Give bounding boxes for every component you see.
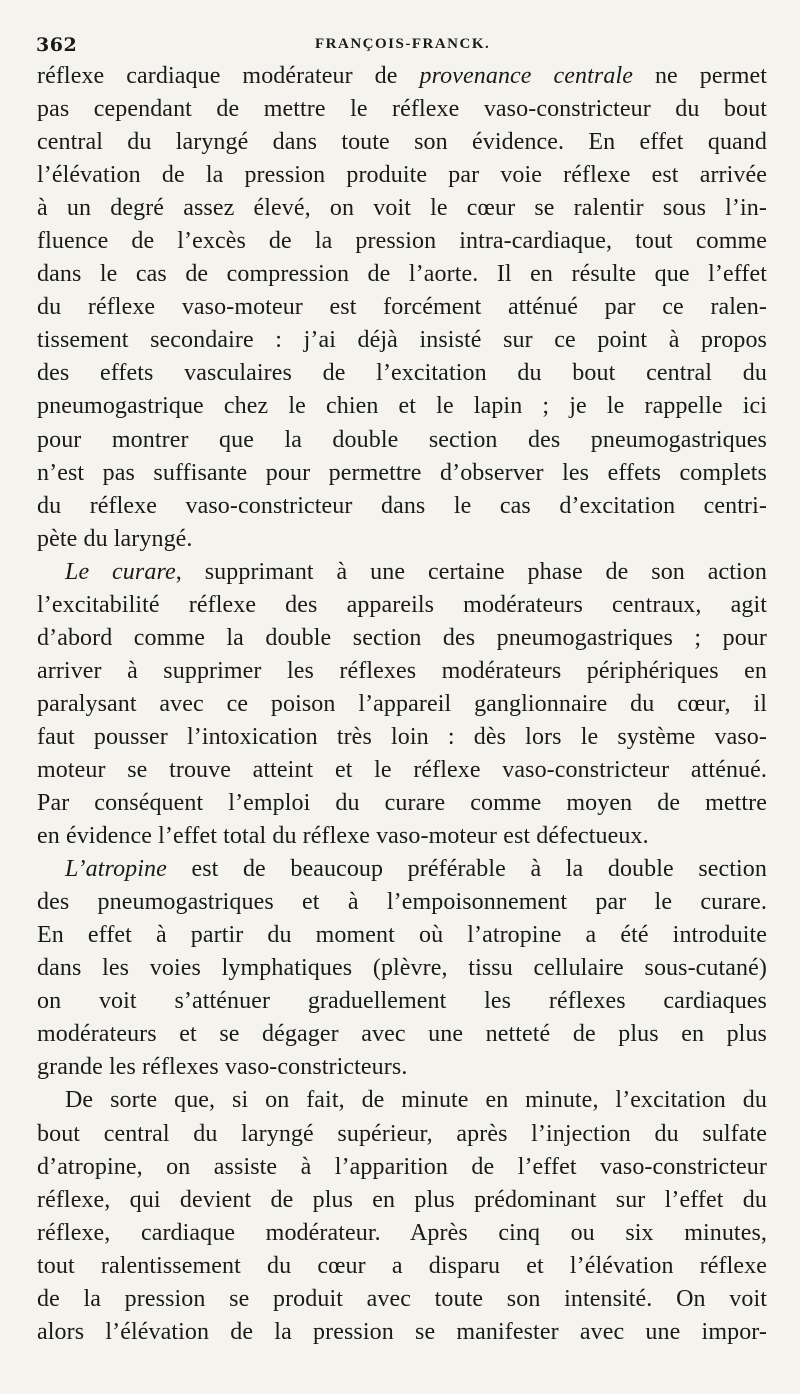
text-line: de la pression se produit avec toute son intensité. On voit bbox=[37, 1285, 767, 1312]
text-line: fluence de l’excès de la pression intra-cardiaque, tout comme bbox=[37, 228, 767, 255]
text-line: réflexe, cardiaque modérateur. Après cinq ou six minutes, bbox=[37, 1219, 767, 1246]
text-line: on voit s’atténuer graduellement les réflexes cardiaques bbox=[37, 988, 767, 1015]
text-line: Par conséquent l’emploi du curare comme moyen de mettre bbox=[37, 790, 767, 817]
text-line: l’excitabilité réflexe des appareils modérateurs centraux, agit bbox=[37, 591, 767, 618]
text-line: à un degré assez élevé, on voit le cœur se ralentir sous l’in- bbox=[37, 195, 767, 222]
paragraph bbox=[37, 60, 767, 556]
text-line: alors l’élévation de la pression se manifester avec une impor- bbox=[37, 1318, 767, 1345]
text-line: n’est pas suffisante pour permettre d’observer les effets complets bbox=[37, 459, 767, 486]
text-line: central du laryngé dans toute son évidence. En effet quand bbox=[37, 129, 767, 156]
text-line: pneumogastrique chez le chien et le lapin ; je le rappelle ici bbox=[37, 393, 767, 420]
text-line: réflexe, qui devient de plus en plus prédominant sur l’effet du bbox=[37, 1186, 767, 1213]
text-line: modérateurs et se dégager avec une netteté de plus en plus bbox=[37, 1021, 767, 1048]
text-line: bout central du laryngé supérieur, après l’injection du sulfate bbox=[37, 1120, 767, 1147]
body-text bbox=[37, 60, 767, 1349]
text-line: tissement secondaire : j’ai déjà insisté sur ce point à propos bbox=[37, 327, 767, 354]
text-line: des effets vasculaires de l’excitation du bout central du bbox=[37, 360, 767, 387]
page-number: 362 bbox=[36, 34, 78, 56]
page-header bbox=[36, 34, 770, 58]
italic-term: provenance centrale bbox=[419, 63, 633, 89]
text-line: tout ralentissement du cœur a disparu et l’élévation réflexe bbox=[37, 1252, 767, 1279]
text-line: en évidence l’effet total du réflexe vaso-moteur est défectueux. bbox=[37, 823, 649, 850]
text-line: Le curare, supprimant à une certaine phase de son action bbox=[65, 558, 767, 585]
text-line: réflexe cardiaque modérateur de provenance centrale ne permet bbox=[37, 63, 767, 89]
paragraph bbox=[37, 853, 767, 1084]
text-line: paralysant avec ce poison l’appareil ganglionnaire du cœur, il bbox=[37, 690, 767, 717]
text-line: L’atropine est de beaucoup préférable à la double section bbox=[65, 856, 767, 883]
text-line: dans les voies lymphatiques (plèvre, tissu cellulaire sous-cutané) bbox=[37, 955, 767, 982]
italic-term: L’atropine bbox=[65, 856, 167, 883]
text-line: d’abord comme la double section des pneumogastriques ; pour bbox=[37, 624, 767, 651]
text-line: En effet à partir du moment où l’atropine a été introduite bbox=[37, 922, 767, 949]
text-line: grande les réflexes vaso-constricteurs. bbox=[37, 1054, 408, 1081]
text-line: arriver à supprimer les réflexes modérateurs périphériques en bbox=[37, 657, 767, 684]
text-line: des pneumogastriques et à l’empoisonnement par le curare. bbox=[37, 889, 767, 916]
italic-term: Le curare bbox=[65, 558, 176, 585]
text-line: pas cependant de mettre le réflexe vaso-constricteur du bout bbox=[37, 96, 767, 123]
paragraph bbox=[37, 1084, 767, 1348]
running-head: FRANÇOIS-FRANCK. bbox=[315, 36, 491, 52]
paragraph bbox=[37, 556, 767, 853]
text-line: d’atropine, on assiste à l’apparition de l’effet vaso-constricteur bbox=[37, 1153, 767, 1180]
text-line: pour montrer que la double section des pneumogastriques bbox=[37, 426, 767, 453]
text-line: De sorte que, si on fait, de minute en minute, l’excitation du bbox=[65, 1087, 767, 1114]
text-line: faut pousser l’intoxication très loin : dès lors le système vaso- bbox=[37, 723, 767, 750]
text-line: dans le cas de compression de l’aorte. Il en résulte que l’effet bbox=[37, 261, 767, 288]
text-line: du réflexe vaso-constricteur dans le cas d’excitation centri- bbox=[37, 492, 767, 519]
text-line: pète du laryngé. bbox=[37, 525, 193, 552]
text-line: du réflexe vaso-moteur est forcément atténué par ce ralen- bbox=[37, 294, 767, 321]
text-line: l’élévation de la pression produite par voie réflexe est arrivée bbox=[37, 162, 767, 189]
text-line: moteur se trouve atteint et le réflexe vaso-constricteur atténué. bbox=[37, 756, 767, 783]
